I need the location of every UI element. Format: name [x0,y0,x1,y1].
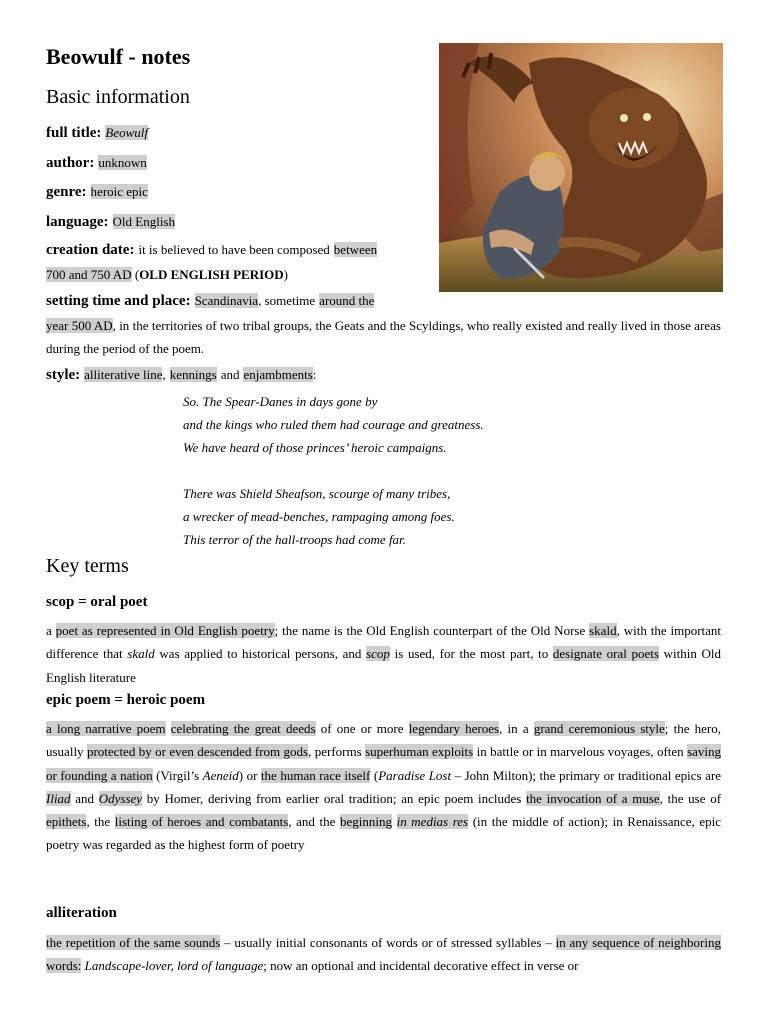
poem-line [183,459,484,482]
text: ; now an optional and incidental decorative effect in verse or [263,958,579,974]
text: and [75,790,95,806]
highlight: alliterative line [84,367,163,382]
term-definition-scop [46,619,721,689]
highlight: a long narrative poem [46,721,166,736]
italic-term: Iliad [46,790,71,806]
highlight: poet as represented in Old English poetry [55,623,275,638]
term-definition-alliteration [46,931,721,978]
field-genre [46,183,148,201]
term-heading-alliteration: alliteration [46,905,117,921]
highlight: the invocation of a muse [526,790,660,806]
field-label: author: [46,155,95,171]
highlight: beginning [340,814,392,830]
document-title: Beowulf - notes [46,44,191,69]
text: ; the name is the Old English counterpart of the Old Norse [274,623,586,638]
text: , the use of [659,790,722,806]
text: (Virgil’s [156,767,200,783]
highlight: grand ceremonious style [533,721,665,736]
field-setting [46,292,374,310]
field-author [46,154,147,172]
text: , and the [288,814,336,830]
field-creation-date-cont [46,267,288,283]
highlight: between [333,242,378,257]
highlight: enjambments [243,367,313,382]
highlight: kennings [169,367,217,382]
poem-line: a wrecker of mead-benches, rampaging among foes. [183,509,455,524]
field-style [46,366,316,384]
field-creation-date [46,241,377,259]
field-text: , [162,367,166,382]
text: was applied to historical persons, and [159,646,362,662]
period-name: OLD ENGLISH PERIOD [139,267,284,282]
italic-term: Odyssey [98,790,143,806]
italic-term: skald [127,646,155,662]
text: , the [86,814,111,830]
text: , performs [308,744,362,760]
italic-term: Paradise Lost [378,767,452,783]
highlight: celebrating the great deeds [170,721,316,736]
highlight: skald [589,623,617,638]
text: (in the middle of action); in Renaissance, epic poetry was regarded as the highest form of poetry [46,814,722,853]
field-text: , sometime [258,293,316,308]
field-language [46,213,175,231]
text: a [46,623,52,638]
paren: ) [283,267,289,282]
italic-term: Landscape-lover, lord of language [84,958,264,974]
poem-line: There was Shield Sheafson, scourge of many tribes, [183,486,451,501]
term-heading-epic: epic poem = heroic poem [46,692,206,708]
field-text: and [220,367,240,382]
highlight: in any sequence of neighboring words: [46,935,721,974]
field-text: it is believed to have been composed [138,242,330,257]
field-value: heroic epic [90,184,148,199]
text: of one or more [320,721,404,736]
field-label: full title: [46,125,102,141]
italic-term: scop [366,646,390,662]
field-text: those areas during the period of the poem. [46,318,721,357]
text: is used, for the most part, to [394,646,549,662]
poem-excerpt [183,390,484,551]
field-label: genre: [46,184,87,200]
field-value: unknown [98,155,147,170]
text: , with the important difference that [46,623,722,662]
highlight: saving or founding a nation [46,744,722,783]
highlight: protected by or even descended from gods [86,744,309,760]
beowulf-grendel-illustration [439,43,723,292]
highlight: 700 and 750 AD [46,267,132,282]
field-full-title [46,124,148,142]
text: within Old English literature [46,646,722,685]
basic-info-heading: Basic information [46,86,190,108]
highlight: designate oral poets [552,646,659,662]
italic-term: Aeneid [202,767,239,783]
key-terms-heading: Key terms [46,555,129,577]
poem-line: and the kings who ruled them had courage and greatness. [183,417,484,432]
highlight: year 500 AD [46,318,113,333]
field-label: creation date: [46,242,135,258]
field-value: Beowulf [105,125,149,140]
highlight: listing of heroes and combatants [114,814,289,830]
term-definition-epic [46,717,721,857]
highlight: epithets [46,814,87,830]
text: ; the hero, usually [46,721,722,760]
text: ( [373,767,379,783]
field-label: language: [46,214,109,230]
term-heading-scop: scop = oral poet [46,594,148,610]
highlight: superhuman exploits [365,744,474,760]
text: by Homer, deriving from earlier oral tradition; an epic poem includes [146,790,522,806]
field-text: , in the territories of two tribal groups, the Geats and the Scyldings, who really existed and really lived in [112,318,661,333]
field-setting-cont [46,314,721,361]
paren: ( [134,267,140,282]
field-text: : [312,367,317,382]
field-label: style: [46,367,81,383]
text: – usually initial consonants of words or of stressed syllables – [224,935,552,950]
text: , in a [499,721,529,736]
text: ) or [238,767,258,783]
poem-line: So. The Spear-Danes in days gone by [183,394,378,409]
poem-line: We have heard of those princes’ heroic campaigns. [183,440,447,455]
field-label: setting time and place: [46,293,191,309]
italic-term: in medias res [396,814,469,830]
text: in battle or in marvelous voyages, often [476,744,684,760]
highlight: the human race itself [260,767,371,783]
highlight: around the [319,293,375,308]
field-value: Old English [112,214,175,229]
highlight: legendary heroes [408,721,500,736]
highlight: the repetition of the same sounds [46,935,221,950]
text: – John Milton); the primary or traditional epics are [454,767,721,783]
poem-line: This terror of the hall-troops had come far. [183,532,406,547]
highlight: Scandinavia [194,293,259,308]
